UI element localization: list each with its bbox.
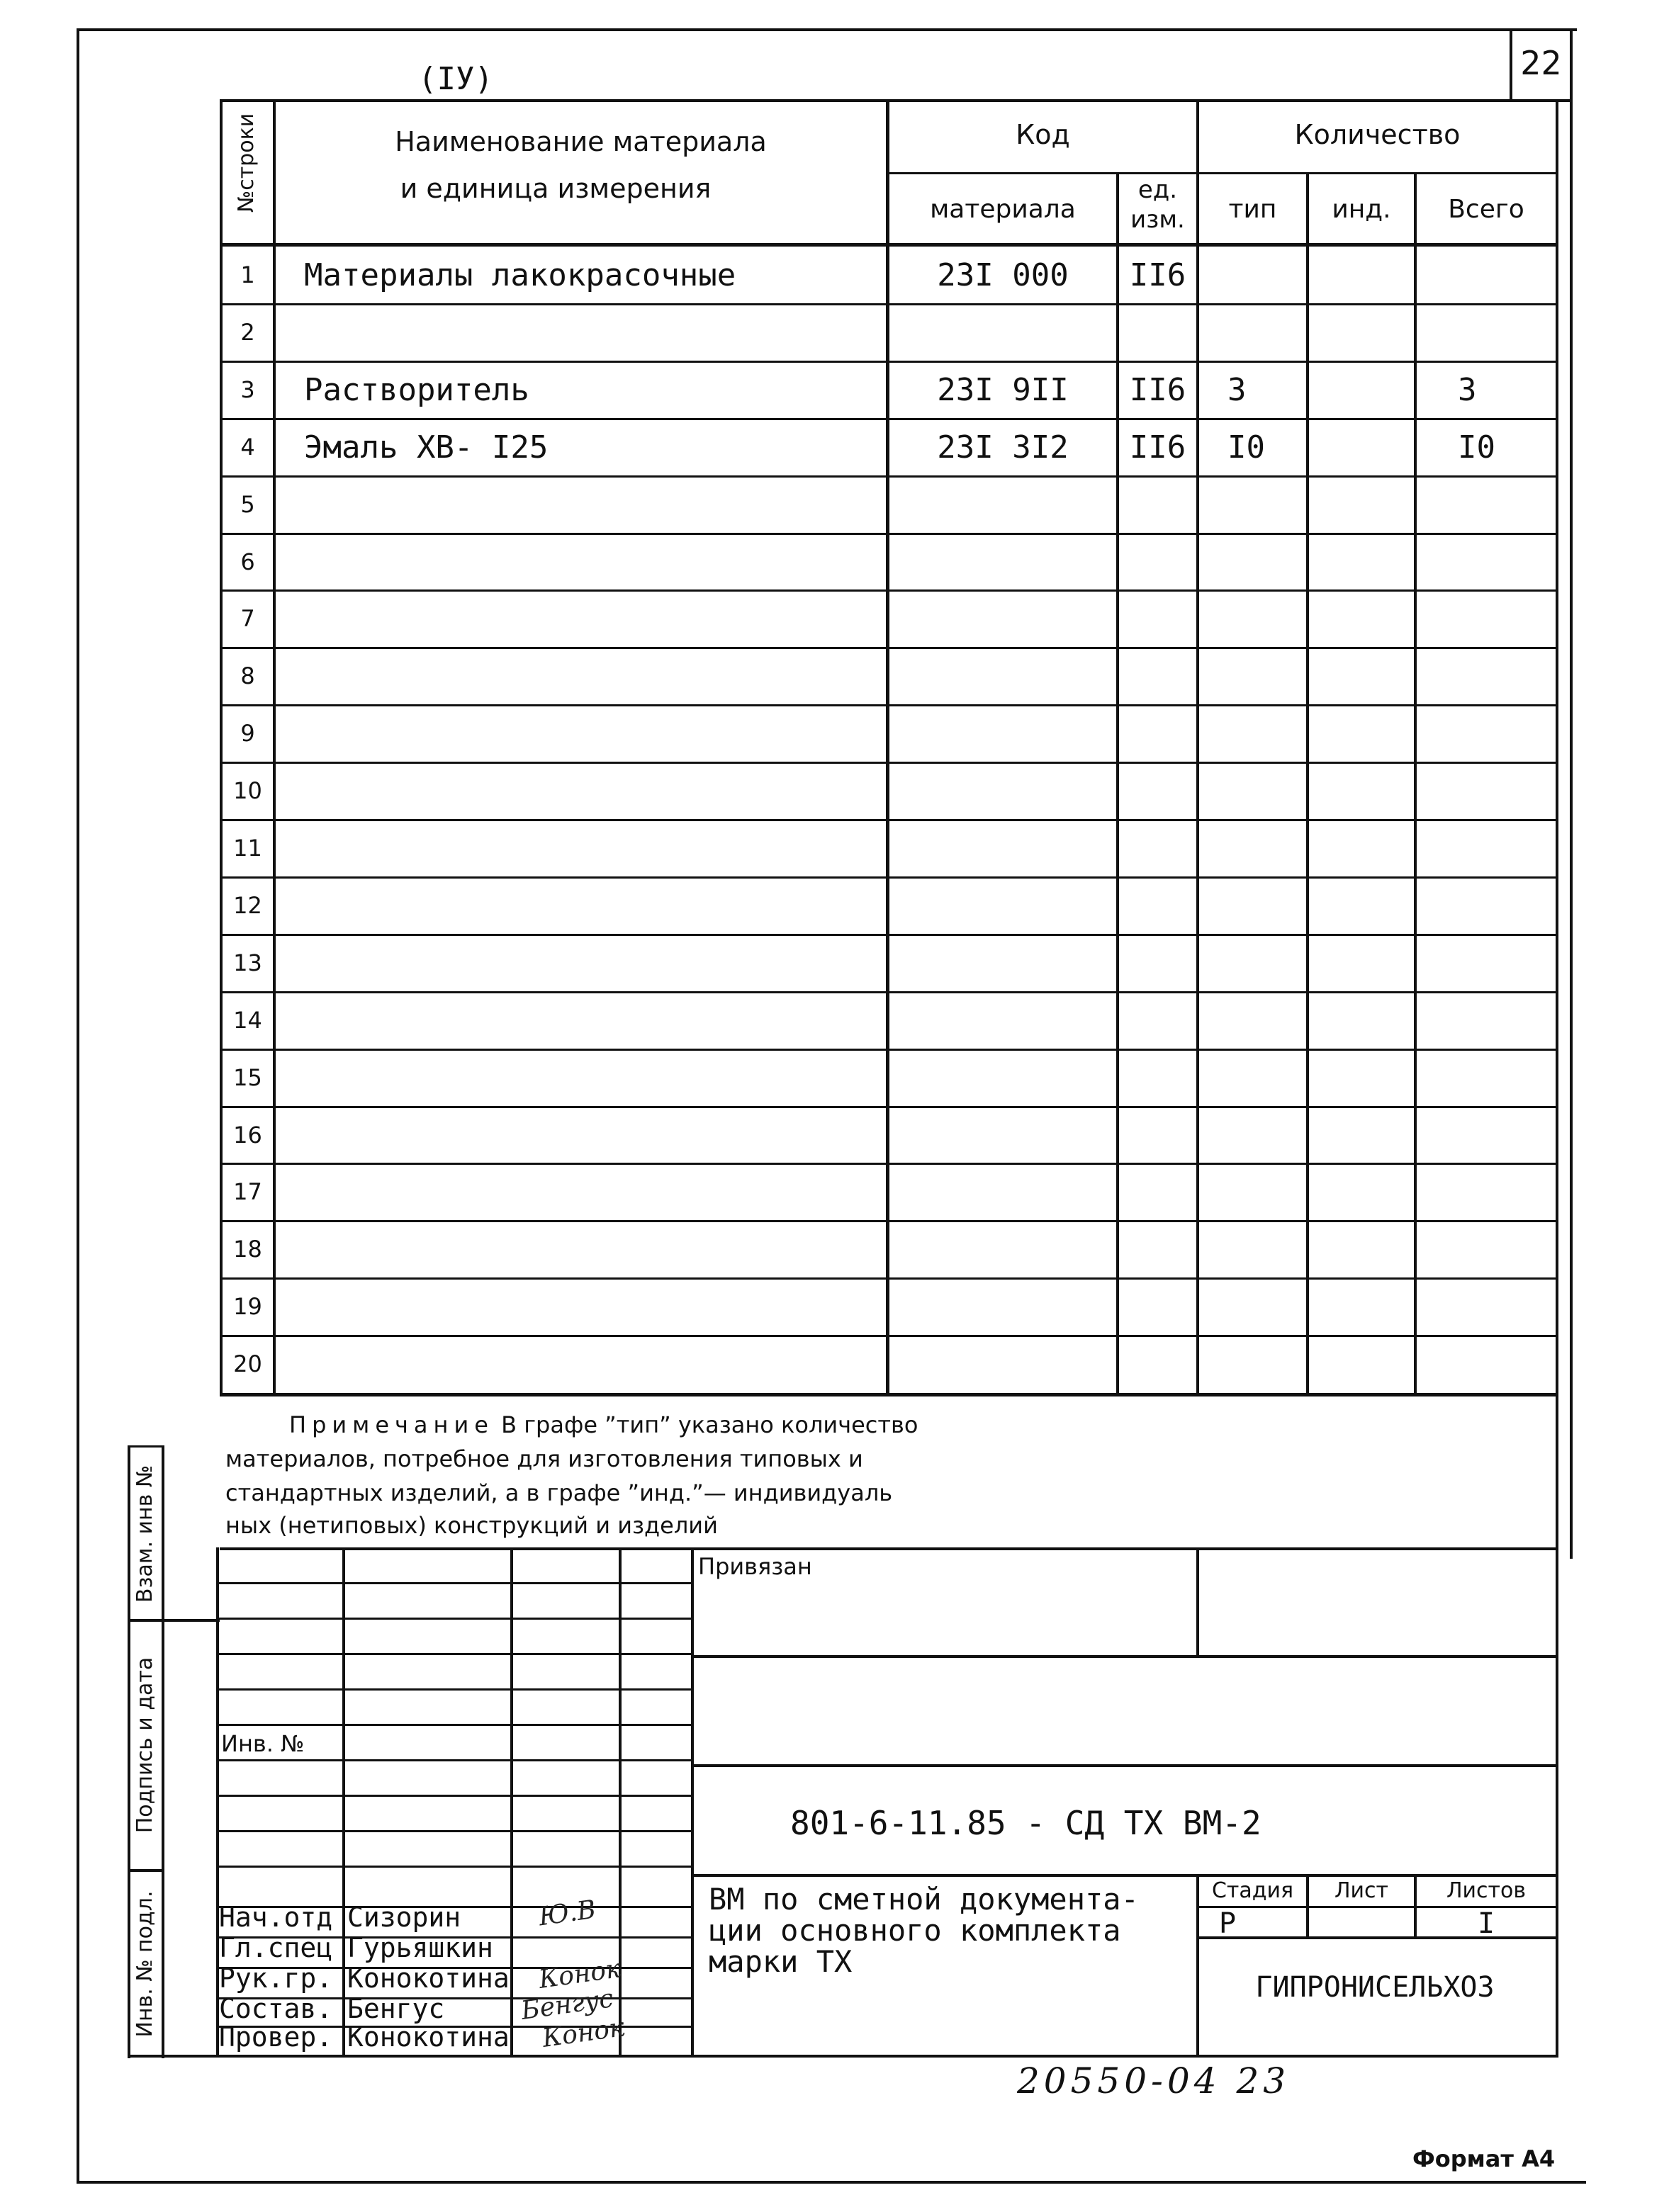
tb-row-2 xyxy=(216,1618,694,1620)
cell-code xyxy=(889,304,1116,361)
staff-role: Рук.гр. xyxy=(219,1963,333,1994)
cell-code xyxy=(889,1336,1116,1393)
sheets-label: Листов xyxy=(1446,1878,1527,1903)
header-row-no: №строки xyxy=(234,113,259,213)
tb-row-6 xyxy=(216,1759,694,1761)
side-strip-div1 xyxy=(128,1619,220,1622)
table-right-line xyxy=(1556,99,1558,1559)
cell-no: 10 xyxy=(233,777,262,804)
cell-name xyxy=(304,1049,886,1107)
cell-no: 17 xyxy=(233,1178,262,1205)
description-line1: ВМ по сметной документа- xyxy=(709,1882,1139,1917)
cell-unit: II6 xyxy=(1129,429,1186,465)
stage-label: Стадия xyxy=(1211,1878,1294,1903)
cell-no: 11 xyxy=(233,835,262,862)
cell-type: I0 xyxy=(1227,429,1265,465)
note-line1 xyxy=(289,1411,918,1438)
header-split-line xyxy=(886,172,1558,174)
side-strip-left xyxy=(128,1445,130,2058)
cell-name xyxy=(304,762,886,820)
cell-no: 19 xyxy=(233,1293,262,1320)
description-line3: марки ТХ xyxy=(709,1944,853,1979)
cell-code xyxy=(889,820,1116,877)
cell-type: 3 xyxy=(1227,372,1247,408)
stage-value: Р xyxy=(1218,1907,1237,1940)
cell-type xyxy=(1227,648,1306,705)
cell-total xyxy=(1458,1163,1556,1221)
header-type: тип xyxy=(1228,195,1277,224)
cell-ind xyxy=(1309,1107,1414,1164)
tb-bound-bottom xyxy=(691,1655,1558,1658)
cell-total xyxy=(1458,820,1556,877)
cell-type xyxy=(1227,935,1306,992)
cell-no: 9 xyxy=(240,720,255,747)
cell-name xyxy=(304,1163,886,1221)
cell-total xyxy=(1458,304,1556,361)
staff-role: Состав. xyxy=(219,1993,333,2024)
side-strip-top xyxy=(128,1445,164,1448)
header-name-line1: Наименование материала xyxy=(395,126,767,157)
cell-unit xyxy=(1119,705,1196,762)
cell-ind xyxy=(1309,361,1414,419)
cell-unit xyxy=(1119,534,1196,591)
cell-name xyxy=(304,992,886,1049)
cell-no: 12 xyxy=(233,892,262,919)
staff-name: Конокотина xyxy=(347,2021,510,2053)
sheets-value: I xyxy=(1477,1907,1495,1940)
cell-no: 20 xyxy=(233,1350,262,1377)
staff-role: Гл.спец xyxy=(219,1932,333,1963)
cell-name xyxy=(304,820,886,877)
side-label-inv-orig: Инв. № подл. xyxy=(133,1890,157,2038)
inv-no-label: Инв. № xyxy=(221,1730,305,1757)
tb-row-1 xyxy=(216,1582,694,1584)
cell-ind xyxy=(1309,820,1414,877)
cell-code: 23I 3I2 xyxy=(937,429,1069,465)
cell-type xyxy=(1227,1221,1306,1278)
cell-total xyxy=(1458,590,1556,648)
tb-row-8 xyxy=(216,1830,694,1832)
cell-type xyxy=(1227,590,1306,648)
cell-total xyxy=(1458,877,1556,935)
cell-name xyxy=(304,877,886,935)
organization: ГИПРОНИСЕЛЬХОЗ xyxy=(1255,1971,1495,2004)
staff-signature: Ю.В xyxy=(536,1895,598,1932)
cell-type xyxy=(1227,1163,1306,1221)
cell-no: 6 xyxy=(240,548,255,575)
cell-code xyxy=(889,1278,1116,1336)
cell-ind xyxy=(1309,247,1414,304)
header-name-line2: и единица измерения xyxy=(400,173,712,204)
cell-code xyxy=(889,1221,1116,1278)
cell-unit xyxy=(1119,1278,1196,1336)
cell-ind xyxy=(1309,648,1414,705)
cell-total xyxy=(1458,247,1556,304)
cell-code xyxy=(889,476,1116,534)
tb-row-7 xyxy=(216,1795,694,1797)
cell-ind xyxy=(1309,1049,1414,1107)
cell-name xyxy=(304,1336,886,1393)
table-bottom-line xyxy=(220,1393,1558,1396)
cell-ind xyxy=(1309,877,1414,935)
cell-unit xyxy=(1119,992,1196,1049)
cell-name xyxy=(304,1278,886,1336)
cell-name: Материалы лакокрасочные xyxy=(304,257,736,293)
frame-right-line xyxy=(1570,28,1573,1559)
tb-bottom-line xyxy=(216,2055,1558,2058)
cell-type xyxy=(1227,820,1306,877)
description-line2: ции основного комплекта xyxy=(709,1913,1121,1948)
cell-name xyxy=(304,476,886,534)
cell-total xyxy=(1458,1278,1556,1336)
tb-row-9 xyxy=(216,1866,694,1868)
doc-code: 801-6-11.85 - СД ТХ ВМ-2 xyxy=(790,1804,1261,1842)
cell-code xyxy=(889,1049,1116,1107)
cell-unit xyxy=(1119,1336,1196,1393)
header-ind: инд. xyxy=(1332,195,1391,224)
cell-unit xyxy=(1119,1049,1196,1107)
cell-type xyxy=(1227,877,1306,935)
note-line4: ных (нетиповых) конструкций и изделий xyxy=(225,1512,718,1539)
tb-row-5 xyxy=(216,1724,694,1726)
cell-name xyxy=(304,935,886,992)
tb-code-top xyxy=(691,1764,1558,1767)
tb-col-b xyxy=(510,1547,513,2058)
cell-name xyxy=(304,1221,886,1278)
cell-type xyxy=(1227,705,1306,762)
cell-code xyxy=(889,992,1116,1049)
frame-top-line xyxy=(78,28,1577,31)
cell-total xyxy=(1458,705,1556,762)
sheet-label: Лист xyxy=(1334,1878,1389,1903)
cell-ind xyxy=(1309,1221,1414,1278)
cell-unit xyxy=(1119,1107,1196,1164)
format-label: Формат А4 xyxy=(1412,2145,1556,2172)
cell-unit xyxy=(1119,935,1196,992)
cell-ind xyxy=(1309,1336,1414,1393)
cell-ind xyxy=(1309,419,1414,476)
cell-no: 13 xyxy=(233,949,262,976)
cell-type xyxy=(1227,304,1306,361)
cell-total xyxy=(1458,1107,1556,1164)
cell-code xyxy=(889,762,1116,820)
bound-label: Привязан xyxy=(698,1553,812,1580)
side-label-sign-date: Подпись и дата xyxy=(133,1657,157,1834)
cell-name xyxy=(304,304,886,361)
cell-name xyxy=(304,705,886,762)
cell-total xyxy=(1458,1336,1556,1393)
cell-name xyxy=(304,534,886,591)
cell-code xyxy=(889,534,1116,591)
frame-bottom-line xyxy=(77,2181,1586,2184)
cell-no: 8 xyxy=(240,662,255,689)
tb-top-line xyxy=(220,1547,1558,1550)
table-col-total-line xyxy=(1414,174,1417,1396)
cell-unit xyxy=(1119,648,1196,705)
staff-role: Провер. xyxy=(219,2021,333,2053)
cell-no: 5 xyxy=(240,491,255,518)
cell-code: 23I 9II xyxy=(937,372,1069,408)
cell-ind xyxy=(1309,1163,1414,1221)
header-material: материала xyxy=(930,195,1076,224)
section-mark: (IУ) xyxy=(418,61,493,97)
cell-code xyxy=(889,1107,1116,1164)
table-top-line xyxy=(220,99,1558,102)
cell-unit xyxy=(1119,877,1196,935)
cell-ind xyxy=(1309,1278,1414,1336)
cell-unit xyxy=(1119,820,1196,877)
cell-type xyxy=(1227,534,1306,591)
note-line1-rest: В графе ”тип” указано количество xyxy=(493,1411,918,1438)
cell-ind xyxy=(1309,476,1414,534)
cell-unit: II6 xyxy=(1129,257,1186,293)
cell-no: 16 xyxy=(233,1122,262,1149)
cell-no: 2 xyxy=(240,319,255,346)
staff-name: Бенгус xyxy=(347,1993,445,2024)
cell-type xyxy=(1227,1049,1306,1107)
tb-right-line xyxy=(1556,1547,1558,2058)
cell-total xyxy=(1458,1049,1556,1107)
cell-ind xyxy=(1309,590,1414,648)
cell-no: 4 xyxy=(240,434,255,461)
header-code: Код xyxy=(1016,119,1070,150)
staff-signature: Конок xyxy=(540,2013,626,2053)
cell-total xyxy=(1458,476,1556,534)
cell-code: 23I 000 xyxy=(937,257,1069,293)
cell-unit xyxy=(1119,304,1196,361)
cell-ind xyxy=(1309,304,1414,361)
cell-name xyxy=(304,648,886,705)
cell-code xyxy=(889,648,1116,705)
header-total: Всего xyxy=(1448,195,1524,224)
cell-type xyxy=(1227,1107,1306,1164)
table-col-name-line xyxy=(273,99,276,1396)
cell-name: Растворитель xyxy=(304,372,529,408)
cell-total xyxy=(1458,648,1556,705)
side-strip-right xyxy=(162,1445,164,2058)
staff-name: Гурьяшкин xyxy=(347,1932,493,1963)
cell-unit xyxy=(1119,1221,1196,1278)
cell-type xyxy=(1227,247,1306,304)
cell-ind xyxy=(1309,762,1414,820)
cell-no: 7 xyxy=(240,605,255,632)
tb-col-a xyxy=(342,1547,345,2058)
cell-no: 15 xyxy=(233,1064,262,1091)
table-col-qty-line xyxy=(1196,99,1199,1396)
side-label-swap-inv: Взам. инв № xyxy=(133,1465,157,1603)
cell-type xyxy=(1227,992,1306,1049)
tb-bound-right xyxy=(1196,1547,1199,1657)
cell-total xyxy=(1458,1221,1556,1278)
note-line3: стандартных изделий, а в графе ”инд.”— индивидуаль xyxy=(225,1479,893,1506)
cell-type xyxy=(1227,762,1306,820)
cell-type xyxy=(1227,1336,1306,1393)
cell-name xyxy=(304,1107,886,1164)
cell-unit: II6 xyxy=(1129,372,1186,408)
cell-name xyxy=(304,590,886,648)
page-number: 22 xyxy=(1520,44,1562,82)
cell-type xyxy=(1227,1278,1306,1336)
cell-unit xyxy=(1119,1163,1196,1221)
frame-left-line xyxy=(77,28,79,2182)
cell-code xyxy=(889,1163,1116,1221)
staff-role: Нач.отд xyxy=(219,1902,333,1933)
cell-total: 3 xyxy=(1458,372,1477,408)
cell-name: Эмаль ХВ- I25 xyxy=(304,429,549,465)
cell-total xyxy=(1458,935,1556,992)
cell-ind xyxy=(1309,705,1414,762)
cell-total xyxy=(1458,534,1556,591)
cell-ind xyxy=(1309,935,1414,992)
tb-row-3 xyxy=(216,1653,694,1655)
note-prefix: Примечание xyxy=(289,1411,494,1438)
cell-no: 14 xyxy=(233,1007,262,1034)
cell-type xyxy=(1227,476,1306,534)
staff-name: Конокотина xyxy=(347,1963,510,1994)
note-line2: материалов, потребное для изготовления типовых и xyxy=(225,1445,863,1472)
cell-no: 3 xyxy=(240,376,255,403)
header-unit-line2: изм. xyxy=(1130,205,1185,234)
cell-code xyxy=(889,935,1116,992)
cell-no: 18 xyxy=(233,1236,262,1263)
cell-unit xyxy=(1119,476,1196,534)
cell-ind xyxy=(1309,534,1414,591)
cell-no: 1 xyxy=(240,261,255,288)
header-qty: Количество xyxy=(1294,119,1461,150)
cell-ind xyxy=(1309,992,1414,1049)
tb-code-bottom xyxy=(691,1874,1558,1877)
cell-code xyxy=(889,705,1116,762)
cell-total xyxy=(1458,992,1556,1049)
cell-total xyxy=(1458,762,1556,820)
cell-code xyxy=(889,590,1116,648)
handwritten-number: 20550-04 23 xyxy=(1017,2060,1291,2101)
staff-signature: Бенгус xyxy=(519,1984,615,2026)
cell-unit xyxy=(1119,590,1196,648)
cell-unit xyxy=(1119,762,1196,820)
cell-code xyxy=(889,877,1116,935)
tb-row-4 xyxy=(216,1688,694,1691)
tb-col-d xyxy=(691,1547,694,2058)
header-unit-line1: ед. xyxy=(1137,176,1178,204)
staff-signature: Конок xyxy=(536,1954,623,1994)
staff-name: Сизорин xyxy=(347,1902,461,1933)
cell-total: I0 xyxy=(1458,429,1495,465)
